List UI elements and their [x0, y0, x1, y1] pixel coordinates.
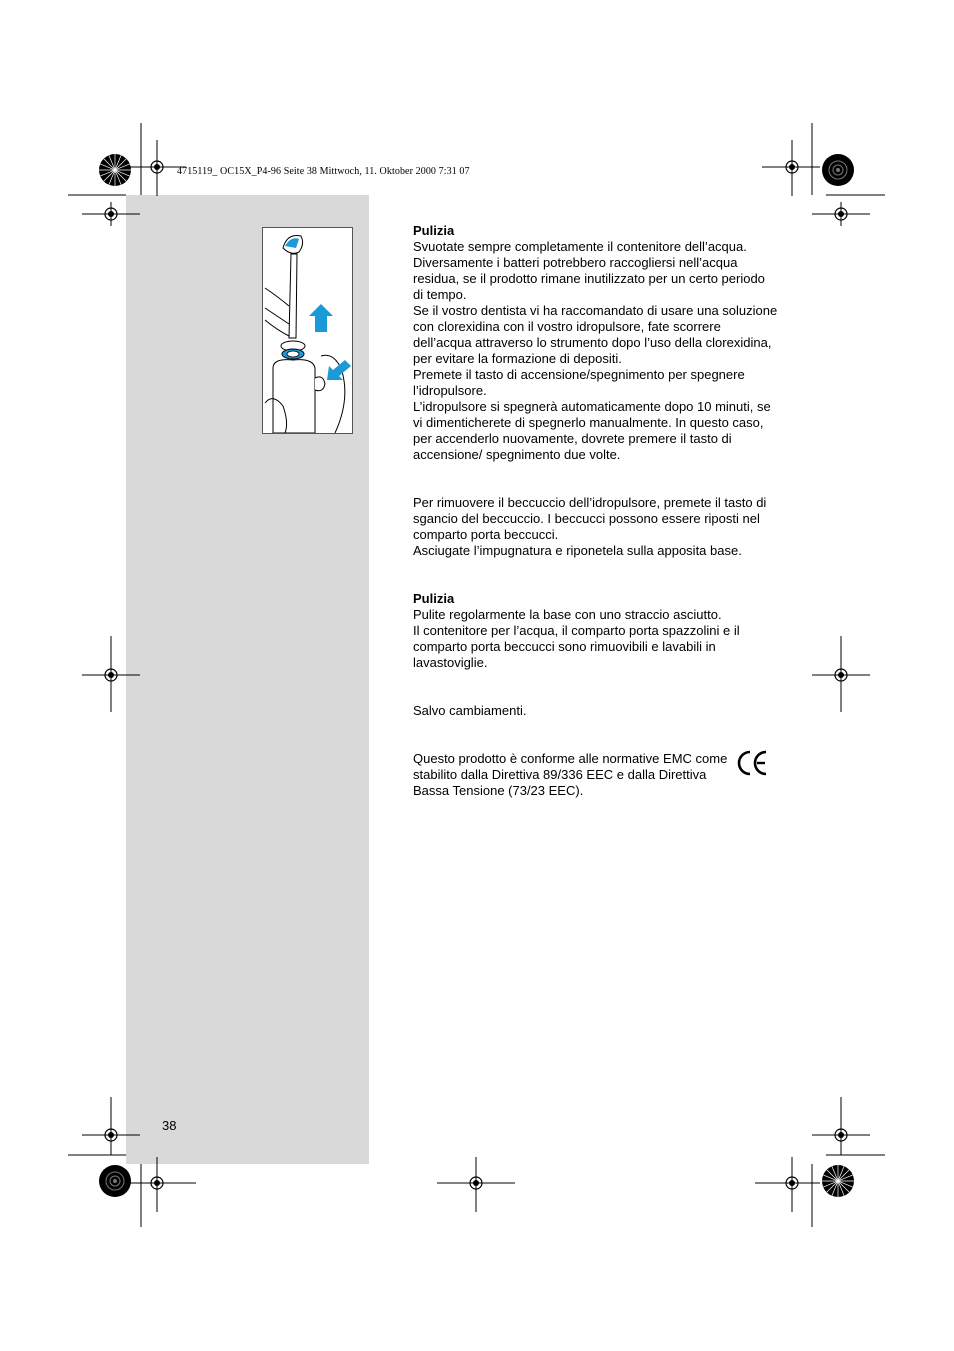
paragraph: Se il vostro dentista vi ha raccomandato di usare una soluzione con clorexidina con il vostro idropulsore, fate scorrere dell’acqua attraverso lo strumento dopo l’uso della clorexidina, per evitare la formazione di depositi.: [413, 303, 778, 366]
section-heading-pulizia: Pulizia: [413, 223, 455, 238]
paragraph: L’idropulsore si spegnerà automaticamente dopo 10 minuti, se vi dimenticherete di spegnerlo manualmente. In questo caso, per accenderlo nuovamente, dovrete premere il tasto di accensione/ spegnimento due volte.: [413, 399, 771, 462]
hand-removing-nozzle-illustration: [262, 227, 353, 434]
paragraph: Svuotate sempre completamente il contenitore dell’acqua.: [413, 239, 747, 254]
paragraph: Asciugate l’impugnatura e riponetela sulla apposita base.: [413, 543, 742, 558]
paragraph: Il contenitore per l’acqua, il comparto porta spazzolini e il comparto porta beccucci sono rimuovibili e lavabili in lavastoviglie.: [413, 623, 740, 670]
arrow-up-icon: [309, 304, 333, 332]
paragraph: Per rimuovere il beccuccio dell’idropulsore, premete il tasto di sgancio del beccuccio. I beccucci possono essere riposti nel comparto porta beccucci.: [413, 495, 767, 542]
print-header: 4715119_ OC15X_P4-96 Seite 38 Mittwoch, 11. Oktober 2000 7:31 07: [177, 166, 470, 177]
conformity-statement: Questo prodotto è conforme alle normative EMC come stabilito dalla Direttiva 89/336 EEC e dalla Direttiva Bassa Tensione (73/23 EEC).: [413, 751, 728, 798]
paragraph: Pulite regolarmente la base con uno straccio asciutto.: [413, 607, 722, 622]
section-heading-pulizia: Pulizia: [413, 591, 455, 606]
changes-note: Salvo cambiamenti.: [413, 703, 527, 718]
paragraph: Diversamente i batteri potrebbero raccogliersi nell’acqua residua, se il prodotto rimane inutilizzato per un certo periodo di tempo.: [413, 255, 765, 302]
conformity-block: [413, 751, 778, 799]
paragraph: Premete il tasto di accensione/spegnimento per spegnere l’idropulsore.: [413, 367, 745, 398]
ce-mark-icon: [736, 749, 768, 777]
arrow-press-icon: [327, 360, 351, 380]
page-number: 38: [162, 1118, 177, 1133]
main-text-column: [413, 223, 778, 799]
